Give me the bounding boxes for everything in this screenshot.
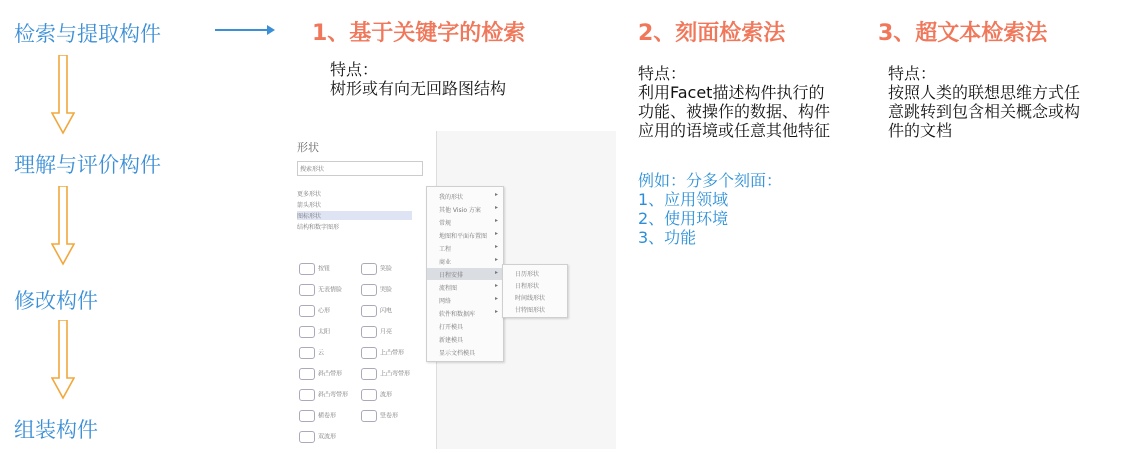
shape-thumbnail-icon [299, 263, 315, 275]
down-arrow-icon [51, 55, 75, 135]
schedule-submenu [502, 264, 568, 318]
submenu-item[interactable]: 日程形状 [515, 283, 540, 290]
shape-thumbnail-icon [299, 347, 315, 359]
chevron-right-icon: ▸ [494, 295, 498, 302]
shape-thumbnail-icon [361, 410, 377, 422]
shape-thumbnail-icon [361, 263, 377, 275]
shape-item[interactable]: 斜凸弯带形 [299, 389, 348, 401]
menu-item[interactable]: 流程图 ▸ [439, 282, 498, 292]
shapes-panel-screenshot [293, 131, 437, 449]
method-keyword-label: 特点： [330, 60, 379, 79]
shape-thumbnail-icon [299, 284, 315, 296]
shape-thumbnail-icon [299, 368, 315, 380]
method-keyword-title: 1、基于关键字的检索 [312, 21, 526, 46]
shape-item[interactable]: 心形 [299, 305, 330, 317]
chevron-right-icon: ▸ [494, 217, 498, 224]
shape-thumbnail-icon [299, 431, 315, 443]
shape-item[interactable]: 太阳 [299, 326, 330, 338]
menu-item[interactable]: 商业 ▸ [439, 256, 498, 266]
shape-category-item[interactable]: 更多形状 [297, 191, 322, 198]
facet-example-item: 3、功能 [638, 228, 697, 247]
submenu-item[interactable]: 日历形状 [515, 271, 540, 278]
shape-thumbnail-icon [299, 326, 315, 338]
shape-thumbnail-icon [299, 410, 315, 422]
method-facet-line: 应用的语境或任意其他特征 [638, 121, 831, 140]
step-modify: 修改构件 [14, 289, 98, 313]
method-hypertext-line: 按照人类的联想思维方式任 [888, 83, 1081, 102]
shape-item[interactable]: 上凸弯带形 [361, 368, 410, 380]
shapes-search-input[interactable]: 搜索形状 [297, 161, 423, 176]
shape-thumbnail-icon [361, 305, 377, 317]
shape-item[interactable]: 波形 [361, 389, 392, 401]
shape-item[interactable]: 闪电 [361, 305, 392, 317]
method-hypertext-label: 特点： [888, 64, 937, 83]
menu-item[interactable]: 工程 ▸ [439, 243, 498, 253]
menu-item[interactable]: 软件和数据库 ▸ [439, 308, 498, 318]
shapes-panel-title: 形状 [297, 141, 319, 154]
shape-category-item[interactable]: 箭头形状 [297, 202, 322, 209]
shape-thumbnail-icon [299, 305, 315, 317]
shape-category-item[interactable]: 结构和数字图形 [297, 224, 340, 231]
method-keyword-line: 树形或有向无回路图结构 [330, 79, 507, 98]
shape-thumbnail-icon [299, 389, 315, 401]
more-shapes-menu [426, 186, 504, 362]
shape-item[interactable]: 竖卷形 [361, 410, 398, 422]
method-hypertext-line: 件的文档 [888, 121, 953, 140]
menu-item[interactable]: 其他 Visio 方案 ▸ [439, 204, 498, 214]
shape-item[interactable]: 笑脸 [361, 263, 392, 275]
menu-item[interactable]: 日程安排 ▸ [427, 268, 503, 280]
chevron-right-icon: ▸ [494, 282, 498, 289]
shape-thumbnail-icon [361, 368, 377, 380]
submenu-item[interactable]: 甘特图形状 [515, 307, 546, 314]
step-retrieve: 检索与提取构件 [14, 22, 161, 46]
menu-item[interactable]: 显示文档模具 [439, 350, 476, 357]
facet-example-item: 1、应用领域 [638, 190, 729, 209]
shape-item[interactable]: 月亮 [361, 326, 392, 338]
chevron-right-icon: ▸ [494, 308, 498, 315]
menu-item[interactable]: 新建模具 [439, 337, 464, 344]
shape-item[interactable]: 哭脸 [361, 284, 392, 296]
submenu-item[interactable]: 时间线形状 [515, 295, 546, 302]
facet-example-title: 例如：分多个刻面： [638, 171, 783, 190]
menu-item[interactable]: 我的形状 ▸ [439, 191, 498, 201]
shape-item[interactable]: 按钮 [299, 263, 330, 275]
shape-thumbnail-icon [361, 284, 377, 296]
right-arrow-icon [215, 22, 275, 38]
shape-item[interactable]: 云 [299, 347, 324, 359]
chevron-right-icon: ▸ [494, 256, 498, 263]
shape-thumbnail-icon [361, 326, 377, 338]
facet-example-item: 2、使用环境 [638, 209, 729, 228]
method-hypertext-title: 3、超文本检索法 [878, 21, 1048, 46]
shape-item[interactable]: 斜凸带形 [299, 368, 342, 380]
method-facet-title: 2、刻面检索法 [638, 21, 786, 46]
method-facet-label: 特点： [638, 64, 687, 83]
method-facet-line: 功能、被操作的数据、构件 [638, 102, 831, 121]
step-understand: 理解与评价构件 [14, 153, 161, 177]
shape-item[interactable]: 无表情脸 [299, 284, 342, 296]
menu-item[interactable]: 常规 ▸ [439, 217, 498, 227]
method-hypertext-line: 意跳转到包含相关概念或构 [888, 102, 1081, 121]
chevron-right-icon: ▸ [494, 269, 498, 276]
shape-thumbnail-icon [361, 347, 377, 359]
chevron-right-icon: ▸ [494, 243, 498, 250]
down-arrow-icon [51, 186, 75, 266]
menu-item[interactable]: 网络 ▸ [439, 295, 498, 305]
down-arrow-icon [51, 320, 75, 400]
menu-item[interactable]: 打开模具 [439, 324, 464, 331]
shape-item[interactable]: 双波形 [299, 431, 336, 443]
shape-category-item[interactable]: 图标形状 [297, 211, 412, 220]
step-assemble: 组装构件 [14, 418, 98, 442]
shape-thumbnail-icon [361, 389, 377, 401]
chevron-right-icon: ▸ [494, 191, 498, 198]
menu-item[interactable]: 地图和平面布置图 ▸ [439, 230, 498, 240]
chevron-right-icon: ▸ [494, 204, 498, 211]
method-facet-line: 利用Facet描述构件执行的 [638, 83, 825, 102]
shape-item[interactable]: 上凸带形 [361, 347, 404, 359]
shape-item[interactable]: 横卷形 [299, 410, 336, 422]
chevron-right-icon: ▸ [494, 230, 498, 237]
